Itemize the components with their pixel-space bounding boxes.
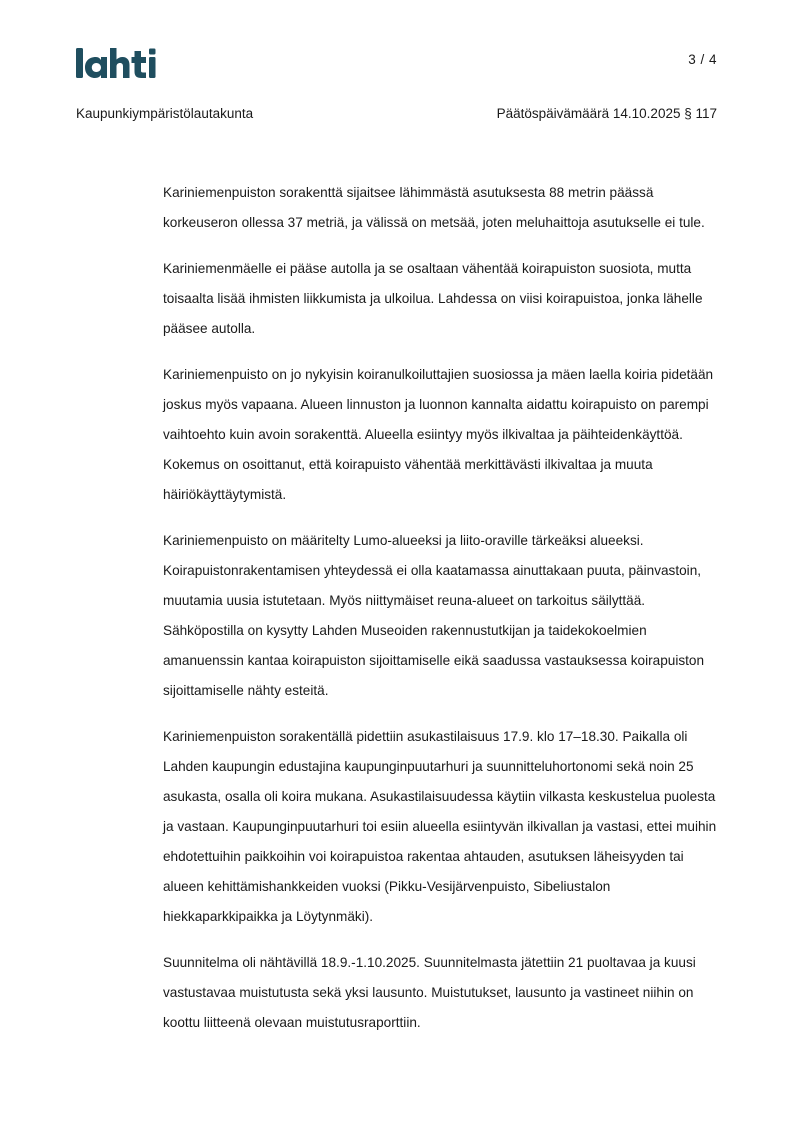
decision-info: Päätöspäivämäärä 14.10.2025 § 117 <box>496 106 717 121</box>
page-number: 3 / 4 <box>688 52 717 67</box>
paragraph: Kariniemenpuisto on jo nykyisin koiranulkoiluttajien suosiossa ja mäen laella koiria pidetään joskus myös vapaana. Alueen linnuston ja luonnon kannalta aidattu koirapuisto on parempi vaihtoehto kuin avoin sorakenttä. Alueella esiintyy myös ilkivaltaa ja päihteidenkäyttöä. Kokemus on osoittanut, että koirapuisto vähentää merkittävästi ilkivaltaa ja muuta häiriökäyttäytymistä. <box>163 367 714 502</box>
document-body <box>163 178 723 1054</box>
committee-name: Kaupunkiympäristölautakunta <box>76 106 254 121</box>
paragraph: Suunnitelma oli nähtävillä 18.9.-1.10.2025. Suunnitelmasta jätettiin 21 puoltavaa ja kuusi vastustavaa muistutusta sekä yksi lausunto. Muistutukset, lausunto ja vastineet niihin on koottu liitteenä olevaan muistutusraporttiin. <box>163 955 696 1030</box>
paragraph: Kariniemenpuisto on määritelty Lumo-alueeksi ja liito-oraville tärkeäksi alueeksi. Koirapuistonrakentamisen yhteydessä ei olla kaatamassa ainuttakaan puuta, päinvastoin, muutamia uusia istutetaan. Myös niittymäiset reuna-alueet on tarkoitus säilyttää. Sähköpostilla on kysytty Lahden Museoiden rakennustutkijan ja taidekokoelmien amanuenssin kantaa koirapuiston sijoittamiselle eikä saadussa vastauksessa koirapuiston sijoittamiselle nähty esteitä. <box>163 533 705 698</box>
lahti-logo <box>76 44 168 84</box>
paragraph: Kariniemenpuiston sorakenttä sijaitsee lähimmästä asutuksesta 88 metrin päässä korkeuseron ollessa 37 metriä, ja välissä on metsää, joten meluhaittoja asutukselle ei tule. <box>163 185 705 230</box>
paragraph: Kariniemenpuiston sorakentällä pidettiin asukastilaisuus 17.9. klo 17–18.30. Paikalla oli Lahden kaupungin edustajina kaupunginpuutarhuri ja suunnitteluhortonomi sekä noin 25 asukasta, osalla oli koira mukana. Asukastilaisuudessa käytiin vilkasta keskustelua puolesta ja vastaan. Kaupunginpuutarhuri toi esiin alueella esiintyvän ilkivallan ja vastasi, ettei muihin ehdotettuihin paikkoihin voi koirapuistoa rakentaa ahtauden, asutuksen läheisyyden tai alueen kehittämishankkeiden vuoksi (Pikku-Vesijärvenpuisto, Sibeliustalon hiekkaparkkipaikka ja Löytynmäki). <box>163 729 717 924</box>
paragraph: Kariniemenmäelle ei pääse autolla ja se osaltaan vähentää koirapuiston suosiota, mutta toisaalta lisää ihmisten liikkumista ja ulkoilua. Lahdessa on viisi koirapuistoa, jonka lähelle pääsee autolla. <box>163 261 703 336</box>
